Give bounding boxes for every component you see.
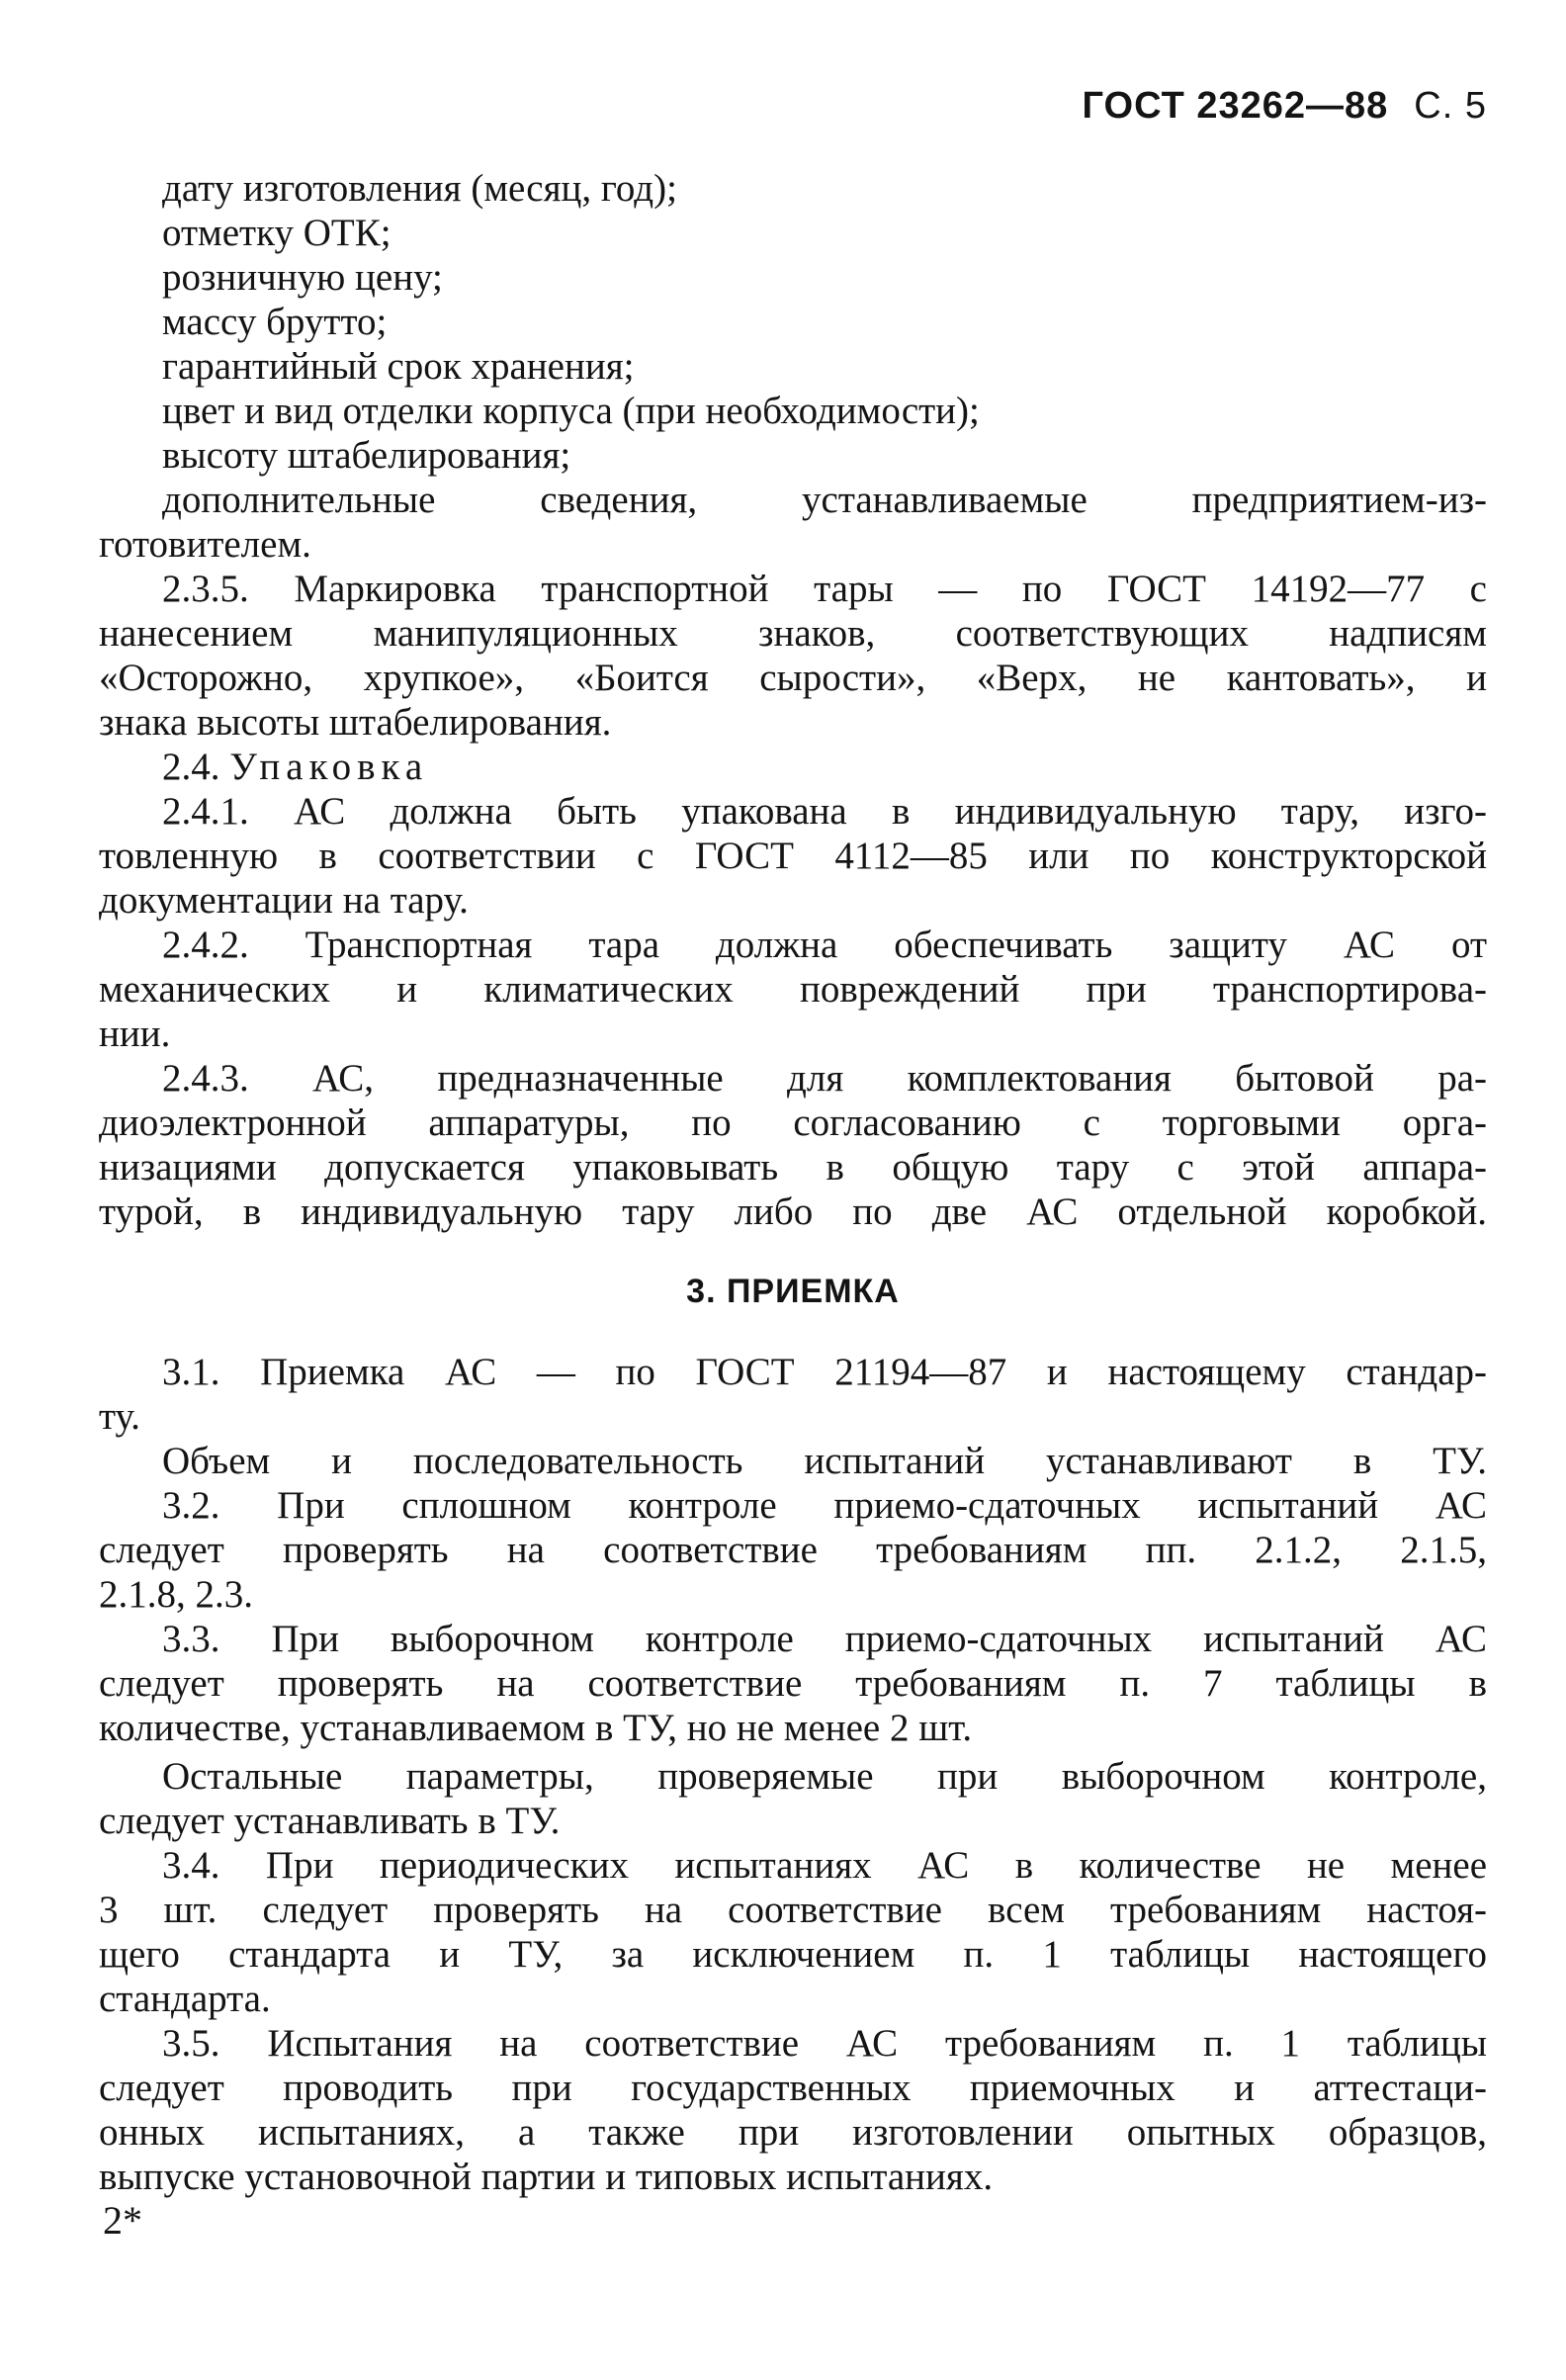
text-line: следует проверять на соответствие требованиям пп. 2.1.2, 2.1.5, <box>99 1529 1487 1571</box>
text-line: следует проверять на соответствие требованиям п. 7 таблицы в <box>99 1662 1487 1705</box>
paragraph-2-3-5 <box>99 567 1487 745</box>
text-line: нии. <box>99 1013 171 1055</box>
list-item: цвет и вид отделки корпуса (при необходимости); <box>162 390 980 432</box>
list-item: отметку ОТК; <box>162 212 392 254</box>
text-line: «Осторожно, хрупкое», «Боится сырости», «Верх, не кантовать», и <box>99 657 1487 699</box>
page-number: С. 5 <box>1414 85 1487 127</box>
paragraph-2-4-3 <box>99 1056 1487 1234</box>
text-line: дополнительные сведения, устанавливаемые предприятием-из- <box>162 479 1487 521</box>
text-line: низациями допускается упаковывать в общую тару с этой аппара- <box>99 1146 1487 1189</box>
paragraph-2-4-1 <box>99 789 1487 923</box>
list-item: массу брутто; <box>162 301 388 343</box>
text-line: готовителем. <box>99 523 311 566</box>
text-line: Объем и последовательность испытаний устанавливают в ТУ. <box>162 1440 1487 1482</box>
subsection-2-4-heading <box>99 745 1487 789</box>
text-line: ту. <box>99 1395 140 1438</box>
text-line: товленную в соответствии с ГОСТ 4112—85 или по конструкторской <box>99 835 1487 877</box>
document-body <box>99 166 1487 2199</box>
text-line: 3.5. Испытания на соответствие АС требованиям п. 1 таблицы <box>162 2022 1487 2065</box>
paragraph-3-3 <box>99 1617 1487 1750</box>
paragraph-3-5 <box>99 2021 1487 2199</box>
paragraph-3-4 <box>99 1843 1487 2021</box>
text-line: 2.4.2. Транспортная тара должна обеспечивать защиту АС от <box>162 924 1487 966</box>
list-item: дату изготовления (месяц, год); <box>162 167 677 210</box>
text-line: 3 шт. следует проверять на соответствие всем требованиям настоя- <box>99 1889 1487 1931</box>
section-3-title: 3. ПРИЕМКА <box>686 1273 900 1310</box>
paragraph-additional-info <box>99 478 1487 567</box>
paragraph-scope <box>99 1439 1487 1483</box>
list-item: розничную цену; <box>162 256 443 299</box>
text-line: 3.4. При периодических испытаниях АС в количестве не менее <box>162 1844 1487 1887</box>
text-line: турой, в индивидуальную тару либо по две АС отдельной коробкой. <box>99 1190 1487 1233</box>
paragraph-2-4-2 <box>99 923 1487 1056</box>
text-line: 2.4.1. АС должна быть упакована в индивидуальную тару, изго- <box>162 790 1487 833</box>
text-line: следует проводить при государственных приемочных и аттестаци- <box>99 2067 1487 2109</box>
text-line: количестве, устанавливаемом в ТУ, но не менее 2 шт. <box>99 1707 973 1749</box>
signature-mark: 2* <box>103 2198 142 2243</box>
standard-number: ГОСТ 23262—88 <box>1082 85 1389 127</box>
paragraph-other-parameters <box>99 1754 1487 1843</box>
page-header <box>1082 85 1487 128</box>
text-line: диоэлектронной аппаратуры, по согласованию с торговыми орга- <box>99 1102 1487 1144</box>
text-line: 3.3. При выборочном контроле приемо-сдаточных испытаний АС <box>162 1618 1487 1660</box>
text-line: нанесением манипуляционных знаков, соответствующих надписям <box>99 612 1487 655</box>
text-line: щего стандарта и ТУ, за исключением п. 1 таблицы настоящего <box>99 1933 1487 1976</box>
subsection-title: Упаковка <box>229 746 429 788</box>
list-item: гарантийный срок хранения; <box>162 345 635 388</box>
text-line: Остальные параметры, проверяемые при выборочном контроле, <box>162 1755 1487 1798</box>
text-line: выпуске установочной партии и типовых испытаниях. <box>99 2156 994 2198</box>
text-line: 2.1.8, 2.3. <box>99 1573 253 1616</box>
text-line: следует устанавливать в ТУ. <box>99 1800 561 1842</box>
text-line: 2.4.3. АС, предназначенные для комплектования бытовой ра- <box>162 1057 1487 1100</box>
text-line: стандарта. <box>99 1978 271 2020</box>
paragraph-3-2 <box>99 1483 1487 1617</box>
list-item: высоту штабелирования; <box>162 434 571 477</box>
marking-list <box>99 166 1487 478</box>
text-line: 3.2. При сплошном контроле приемо-сдаточных испытаний АС <box>162 1484 1487 1527</box>
text-line: знака высоты штабелирования. <box>99 701 612 744</box>
subsection-number: 2.4. <box>162 746 220 788</box>
text-line: механических и климатических повреждений при транспортирова- <box>99 968 1487 1011</box>
text-line: 2.3.5. Маркировка транспортной тары — по ГОСТ 14192—77 с <box>162 568 1487 610</box>
text-line: 3.1. Приемка АС — по ГОСТ 21194—87 и настоящему стандар- <box>162 1351 1487 1393</box>
text-line: документации на тару. <box>99 879 469 922</box>
paragraph-3-1 <box>99 1350 1487 1439</box>
text-line: онных испытаниях, а также при изготовлении опытных образцов, <box>99 2111 1487 2154</box>
